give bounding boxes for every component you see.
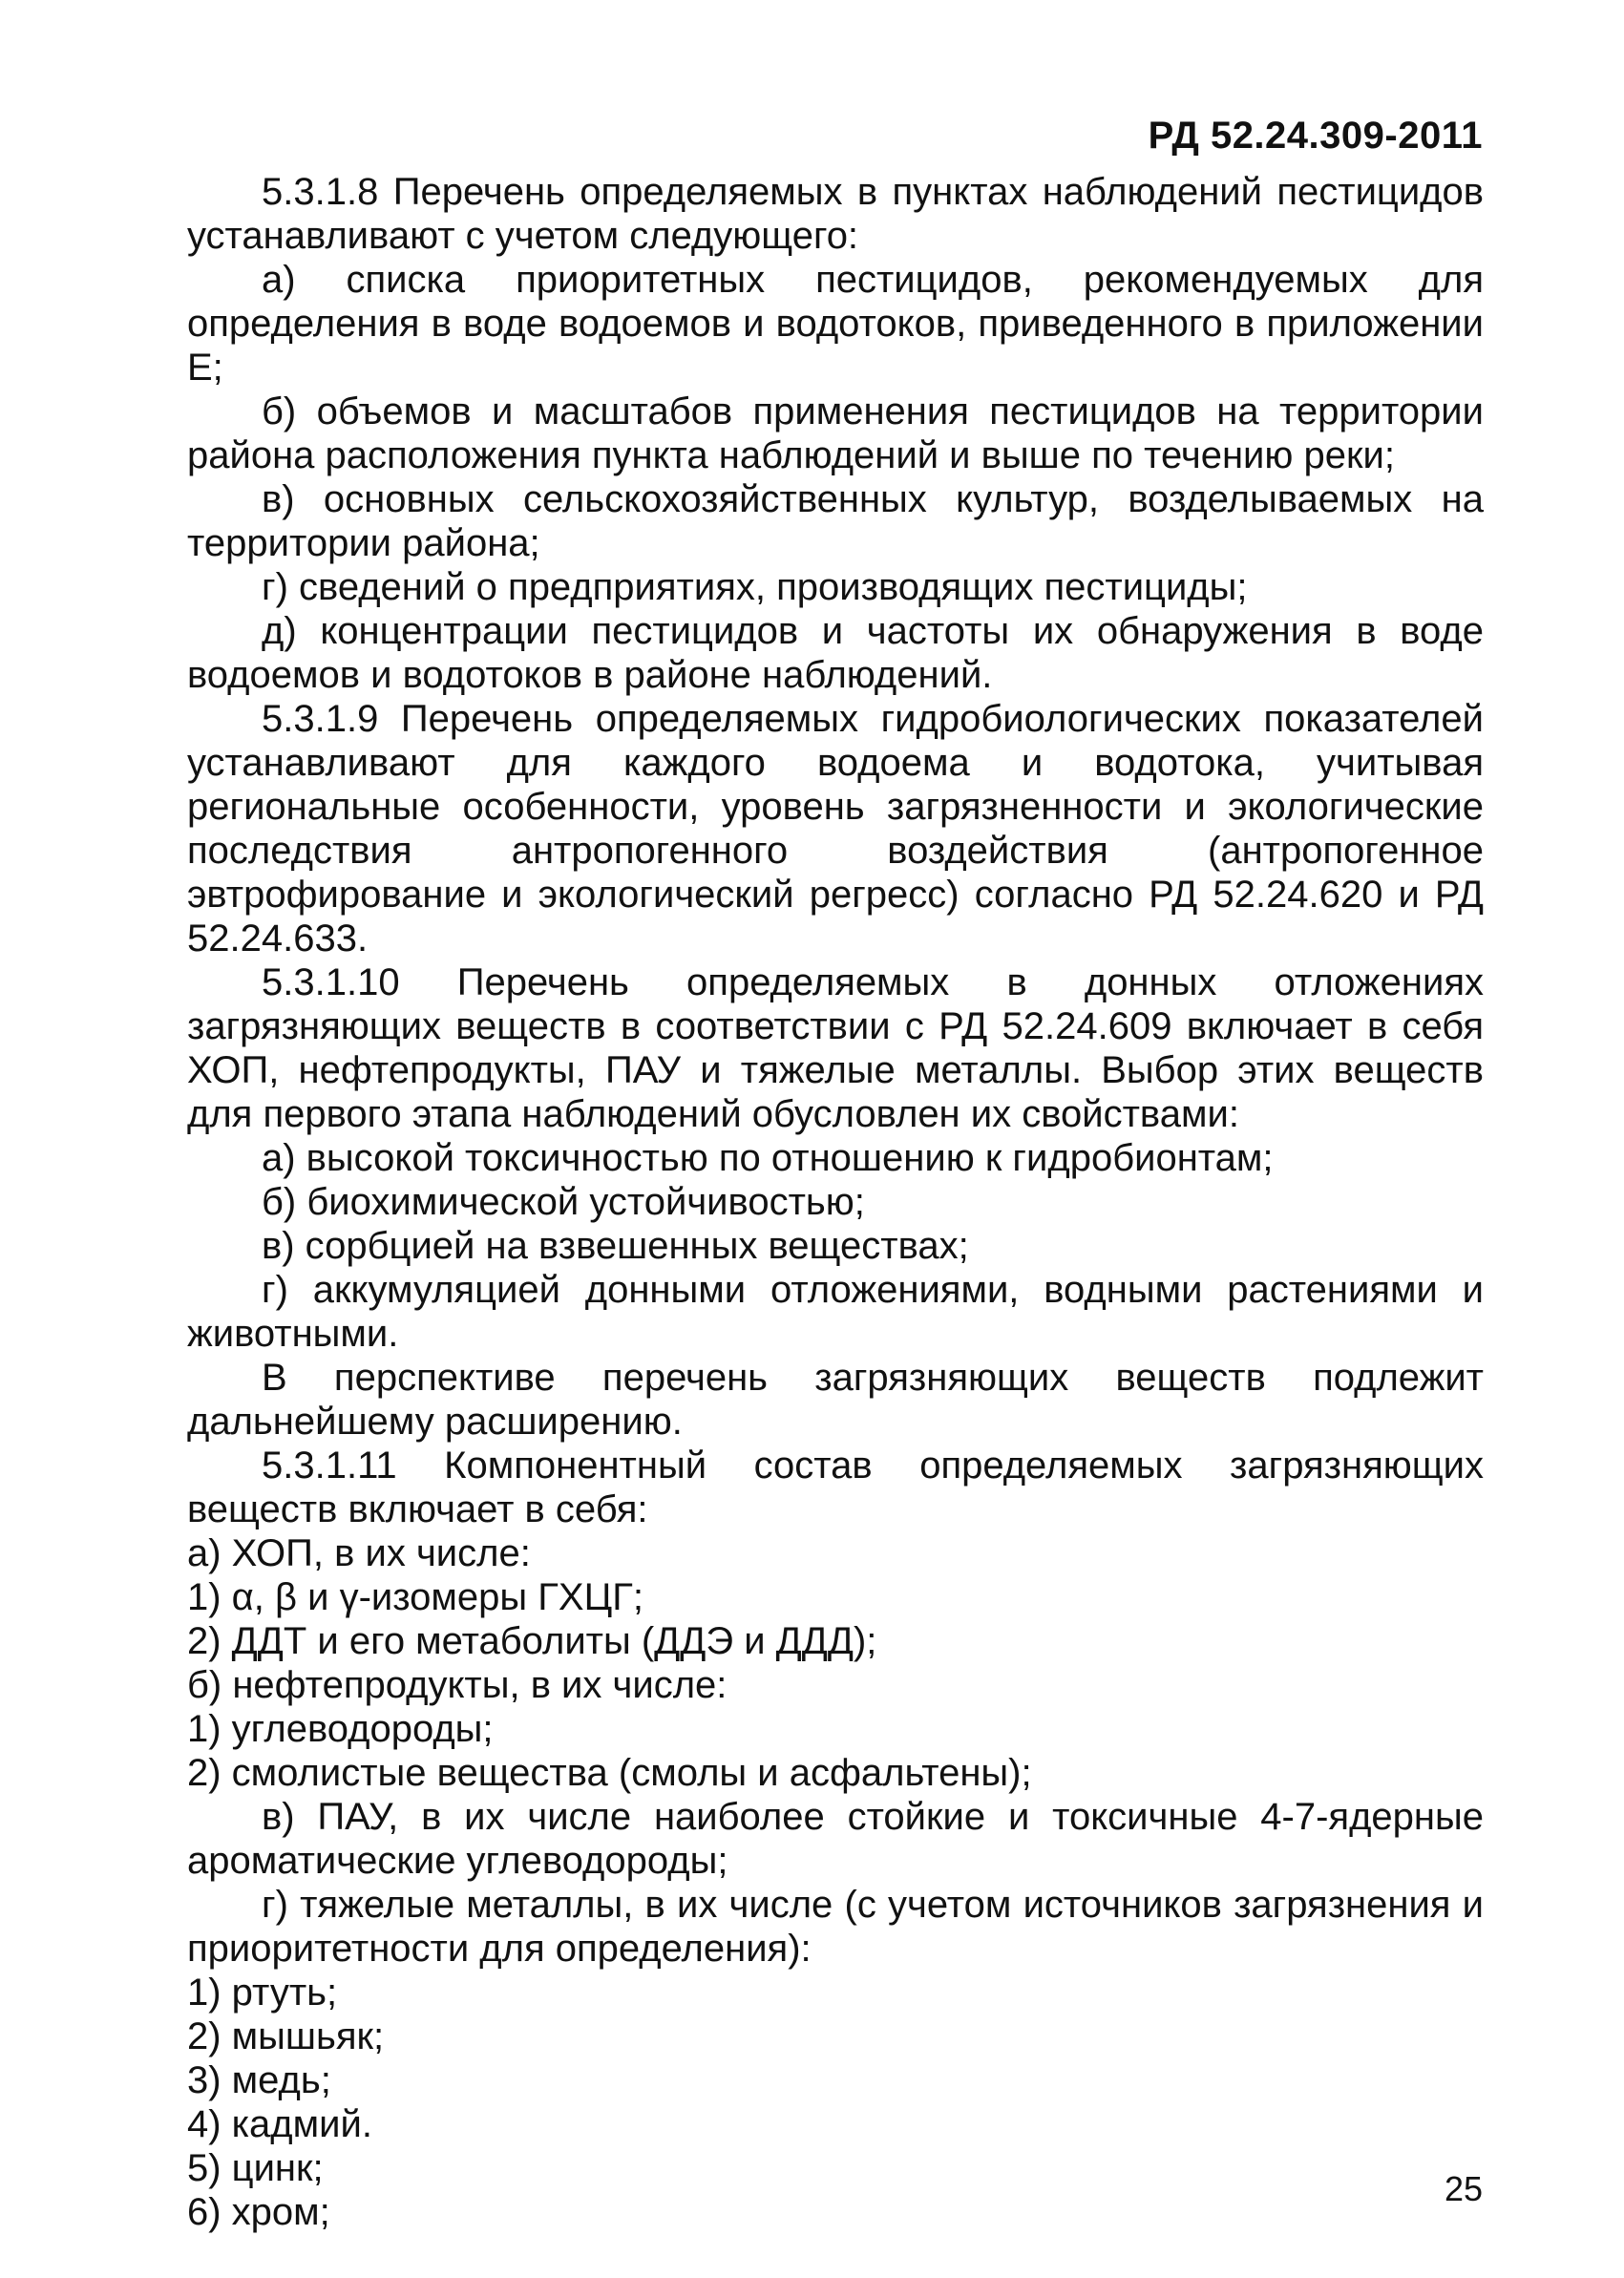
paragraph: 5.3.1.11 Компонентный состав определяемых загрязняющих веществ включает в себя:	[187, 1445, 1484, 1530]
paragraph: г) аккумуляцией донными отложениями, водными растениями и животными.	[187, 1269, 1484, 1355]
paragraph: д) концентрации пестицидов и частоты их обнаружения в воде водоемов и водотоков в районе наблюдений.	[187, 610, 1484, 696]
list-item: а) ХОП, в их числе:	[187, 1532, 531, 1574]
list-item: 6) хром;	[187, 2191, 330, 2233]
paragraph: В перспективе перечень загрязняющих веществ подлежит дальнейшему расширению.	[187, 1357, 1484, 1443]
paragraph: б) биохимической устойчивостью;	[262, 1181, 865, 1223]
list-item: 2) мышьяк;	[187, 2015, 385, 2057]
list-item: б) нефтепродукты, в их числе:	[187, 1664, 728, 1706]
paragraph: б) объемов и масштабов применения пестицидов на территории района расположения пункта наблюдений и выше по течению реки;	[187, 390, 1484, 476]
paragraph: в) основных сельскохозяйственных культур, возделываемых на территории района;	[187, 478, 1484, 564]
paragraph: 5.3.1.8 Перечень определяемых в пунктах наблюдений пестицидов устанавливают с учетом следующего:	[187, 171, 1484, 257]
paragraph: 5.3.1.10 Перечень определяемых в донных отложениях загрязняющих веществ в соответствии с РД 52.24.609 включает в себя ХОП, нефтепродукты, ПАУ и тяжелые металлы. Выбор этих веществ для первого этапа наблюдений обусловлен их свойствами:	[187, 961, 1484, 1135]
paragraph: в) сорбцией на взвешенных веществах;	[262, 1225, 969, 1267]
paragraph: а) высокой токсичностью по отношению к гидробионтам;	[262, 1137, 1274, 1179]
paragraph: а) списка приоритетных пестицидов, рекомендуемых для определения в воде водоемов и водотоков, приведенного в приложении Е;	[187, 259, 1484, 389]
list-item: 4) кадмий.	[187, 2103, 372, 2145]
paragraph: 5.3.1.9 Перечень определяемых гидробиологических показателей устанавливают для каждого водоема и водотока, учитывая региональные особенности, уровень загрязненности и экологические последствия антропогенного воздействия (антропогенное эвтрофирование и экологический регресс) согласно РД 52.24.620 и РД 52.24.633.	[187, 698, 1484, 960]
paragraph: в) ПАУ, в их числе наиболее стойкие и токсичные 4-7-ядерные ароматические углеводороды;	[187, 1796, 1484, 1882]
list-item: 1) ртуть;	[187, 1972, 338, 2014]
list-item: 2) смолистые вещества (смолы и асфальтены);	[187, 1752, 1032, 1794]
list-item: 2) ДДТ и его метаболиты (ДДЭ и ДДД);	[187, 1620, 877, 1662]
list-item: 3) медь;	[187, 2059, 331, 2101]
document-body	[187, 170, 1484, 2234]
document-code-header: РД 52.24.309-2011	[1148, 115, 1483, 157]
paragraph: г) тяжелые металлы, в их числе (с учетом источников загрязнения и приоритетности для определения):	[187, 1884, 1484, 1970]
list-item: 1) углеводороды;	[187, 1708, 494, 1750]
list-item: 1) α, β и γ-изомеры ГХЦГ;	[187, 1576, 643, 1618]
list-item: 5) цинк;	[187, 2147, 324, 2189]
page-number: 25	[1444, 2169, 1483, 2208]
paragraph: г) сведений о предприятиях, производящих пестициды;	[262, 566, 1248, 608]
